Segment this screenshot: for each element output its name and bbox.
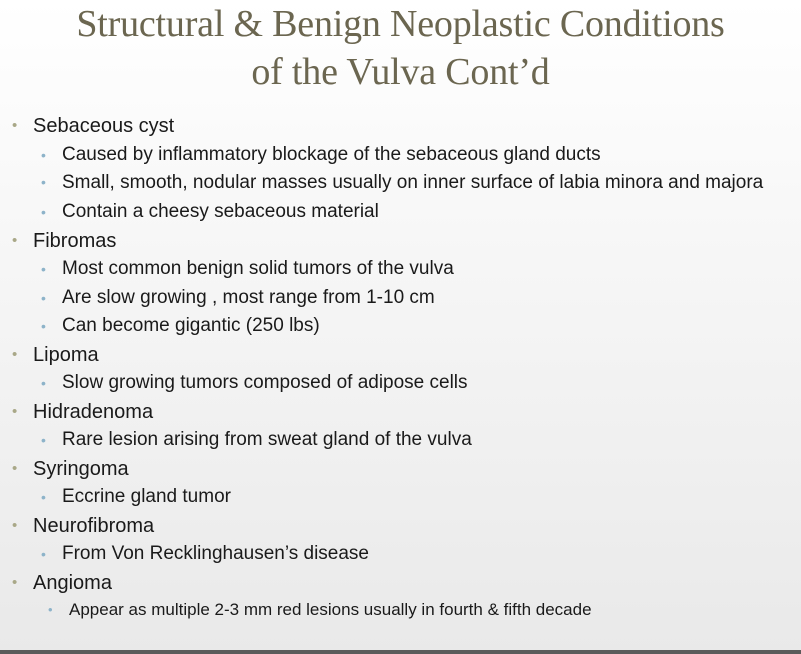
sub-item bbox=[12, 141, 792, 170]
list-item-label: Fibromas bbox=[33, 229, 117, 252]
sub-item bbox=[12, 369, 792, 398]
sub-item-text: Contain a cheesy sebaceous material bbox=[62, 201, 379, 222]
list-item-label: Neurofibroma bbox=[33, 514, 155, 537]
list-item-sebaceous-cyst bbox=[12, 112, 792, 141]
sub-item bbox=[12, 284, 792, 313]
sub-item-text: Slow growing tumors composed of adipose cells bbox=[62, 372, 468, 393]
sub-item bbox=[12, 169, 782, 198]
bullet-icon: • bbox=[12, 402, 18, 420]
sub-bullet-icon: • bbox=[41, 289, 46, 306]
sub-bullet-icon: • bbox=[48, 602, 53, 617]
sub-bullet-icon: • bbox=[41, 546, 46, 562]
sub-item-text: Small, smooth, nodular masses usually on inner surface of labia minora and majora bbox=[62, 172, 764, 193]
sub-item-text: From Von Recklinghausen’s disease bbox=[62, 543, 369, 564]
sub-bullet-icon: • bbox=[41, 489, 46, 505]
list-item-fibromas bbox=[12, 227, 792, 256]
bullet-icon: • bbox=[12, 231, 18, 249]
bullet-icon: • bbox=[12, 516, 18, 534]
list-item-label: Sebaceous cyst bbox=[33, 115, 175, 137]
list-item-lipoma bbox=[12, 341, 792, 370]
sub-item-text: Appear as multiple 2-3 mm red lesions usually in fourth & fifth decade bbox=[69, 600, 592, 619]
list-item-neurofibroma bbox=[12, 512, 792, 541]
sub-item bbox=[12, 255, 792, 284]
sub-bullet-icon: • bbox=[41, 204, 46, 220]
sub-item-text: Can become gigantic (250 lbs) bbox=[62, 315, 320, 336]
sub-bullet-icon: • bbox=[41, 432, 46, 448]
bullet-icon: • bbox=[12, 459, 18, 477]
title-line-2: of the Vulva Cont’d bbox=[251, 51, 550, 93]
sub-item bbox=[12, 312, 792, 341]
sub-item bbox=[12, 597, 792, 623]
sub-item-text: Are slow growing , most range from 1-10 cm bbox=[62, 286, 435, 308]
list-item-syringoma bbox=[12, 455, 792, 484]
bullet-list bbox=[12, 112, 792, 623]
sub-item bbox=[12, 540, 792, 569]
bottom-bar bbox=[0, 650, 801, 654]
list-item-angioma bbox=[12, 569, 792, 598]
sub-bullet-icon: • bbox=[41, 261, 46, 277]
sub-item-text: Rare lesion arising from sweat gland of the vulva bbox=[62, 429, 472, 450]
bullet-icon: • bbox=[12, 345, 18, 363]
list-item-label: Angioma bbox=[33, 571, 112, 594]
bullet-icon: • bbox=[12, 573, 18, 591]
sub-item bbox=[12, 198, 792, 227]
sub-item-text: Most common benign solid tumors of the vulva bbox=[62, 258, 454, 279]
sub-item-text: Caused by inflammatory blockage of the sebaceous gland ducts bbox=[62, 143, 601, 165]
sub-item-text: Eccrine gland tumor bbox=[62, 486, 231, 507]
sub-bullet-icon: • bbox=[41, 146, 46, 163]
bullet-icon: • bbox=[12, 117, 18, 134]
sub-bullet-icon: • bbox=[41, 174, 46, 190]
sub-bullet-icon: • bbox=[41, 318, 46, 334]
sub-item bbox=[12, 426, 792, 455]
sub-bullet-icon: • bbox=[41, 375, 46, 391]
list-item-label: Syringoma bbox=[33, 457, 129, 480]
slide-title bbox=[0, 0, 801, 96]
list-item-label: Lipoma bbox=[33, 343, 99, 366]
list-item-label: Hidradenoma bbox=[33, 400, 154, 423]
sub-item bbox=[12, 483, 792, 512]
title-line-1: Structural & Benign Neoplastic Conditions bbox=[76, 3, 725, 45]
list-item-hidradenoma bbox=[12, 398, 792, 427]
